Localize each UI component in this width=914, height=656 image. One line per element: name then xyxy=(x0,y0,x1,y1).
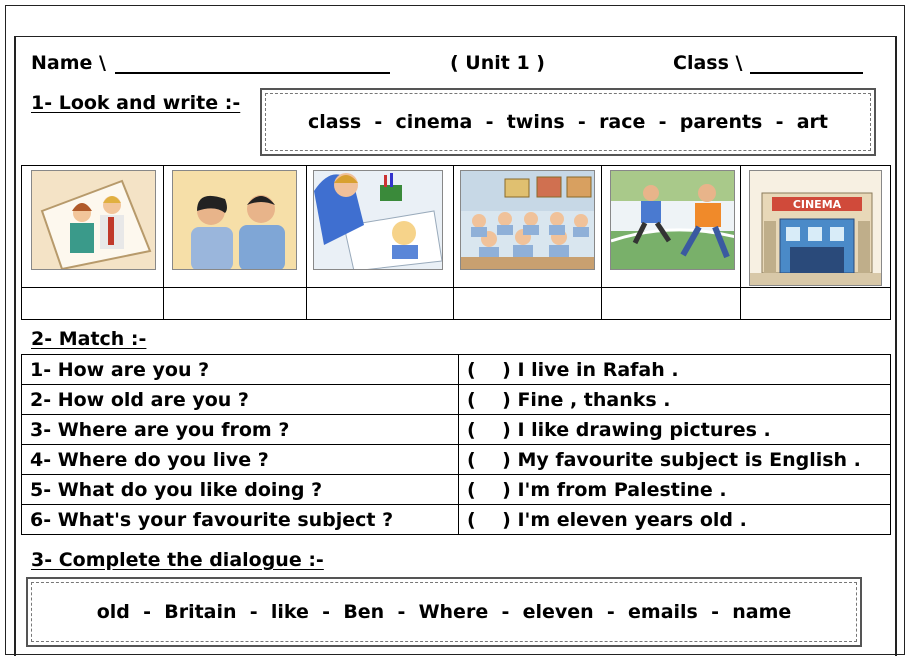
answer-cell-4[interactable] xyxy=(454,288,602,320)
section2-title: 2- Match :- xyxy=(31,328,147,350)
match-row xyxy=(22,385,891,415)
name-label: Name \ xyxy=(31,52,106,74)
parents-photo-icon xyxy=(31,170,156,270)
section1-word-bank-separator: - xyxy=(361,111,396,133)
match-row xyxy=(22,355,891,385)
match-question: 6- What's your favourite subject ? xyxy=(22,505,459,535)
match-answer[interactable]: ( ) Fine , thanks . xyxy=(459,385,891,415)
section3-word-bank-word: Britain xyxy=(164,601,237,623)
match-row xyxy=(22,415,891,445)
section1-word-bank-word: parents xyxy=(679,111,763,133)
cinema-building-icon xyxy=(749,170,882,286)
section1-word-bank xyxy=(260,88,876,156)
section3-word-bank-separator: - xyxy=(488,601,523,623)
twins-icon xyxy=(172,170,297,270)
section3-word-bank xyxy=(26,577,862,647)
match-row xyxy=(22,475,891,505)
class-blank[interactable] xyxy=(750,72,863,74)
answer-cell-5[interactable] xyxy=(602,288,740,320)
section3-word-bank-word: old xyxy=(96,601,130,623)
match-question: 3- Where are you from ? xyxy=(22,415,459,445)
class-room-icon xyxy=(460,170,595,270)
answer-cell-1[interactable] xyxy=(22,288,164,320)
match-answer[interactable]: ( ) My favourite subject is English . xyxy=(459,445,891,475)
section3-word-bank-word: name xyxy=(732,601,792,623)
match-answer[interactable]: ( ) I live in Rafah . xyxy=(459,355,891,385)
unit-label: ( Unit 1 ) xyxy=(450,52,545,74)
match-answer[interactable]: ( ) I'm eleven years old . xyxy=(459,505,891,535)
answer-cell-3[interactable] xyxy=(306,288,453,320)
match-table xyxy=(21,354,891,535)
race-runners-icon xyxy=(610,170,735,270)
art-drawing-icon xyxy=(313,170,443,270)
match-answer[interactable]: ( ) I like drawing pictures . xyxy=(459,415,891,445)
name-blank[interactable] xyxy=(115,72,390,74)
section1-word-bank-word: race xyxy=(599,111,646,133)
match-question: 1- How are you ? xyxy=(22,355,459,385)
match-row xyxy=(22,505,891,535)
section3-word-bank-separator: - xyxy=(129,601,165,623)
section1-word-bank-separator: - xyxy=(564,111,600,133)
section1-word-bank-word: twins xyxy=(506,111,565,133)
section3-word-bank-separator: - xyxy=(384,601,419,623)
section1-word-bank-separator: - xyxy=(645,111,680,133)
match-row xyxy=(22,445,891,475)
section1-word-bank-word: class xyxy=(307,111,362,133)
section3-word-bank-word: Ben xyxy=(343,601,385,623)
section3-word-bank-words xyxy=(97,601,792,623)
section3-word-bank-word: eleven xyxy=(522,601,594,623)
section3-word-bank-word: Where xyxy=(418,601,489,623)
section1-word-bank-words xyxy=(308,111,828,133)
section3-word-bank-separator: - xyxy=(697,601,733,623)
match-question: 5- What do you like doing ? xyxy=(22,475,459,505)
section3-word-bank-word: like xyxy=(270,601,309,623)
answer-cell-6[interactable] xyxy=(740,288,890,320)
section1-word-bank-word: cinema xyxy=(395,111,473,133)
class-label: Class \ xyxy=(673,52,743,74)
section1-title: 1- Look and write :- xyxy=(31,92,241,114)
section3-word-bank-separator: - xyxy=(593,601,629,623)
section3-title: 3- Complete the dialogue :- xyxy=(31,549,324,571)
section3-word-bank-separator: - xyxy=(308,601,344,623)
section3-word-bank-word: emails xyxy=(628,601,698,623)
cinema-sign-text: CINEMA xyxy=(792,198,842,211)
match-question: 2- How old are you ? xyxy=(22,385,459,415)
section1-word-bank-separator: - xyxy=(472,111,507,133)
match-answer[interactable]: ( ) I'm from Palestine . xyxy=(459,475,891,505)
match-question: 4- Where do you live ? xyxy=(22,445,459,475)
section1-word-bank-word: art xyxy=(796,111,829,133)
section1-word-bank-separator: - xyxy=(762,111,797,133)
answer-cell-2[interactable] xyxy=(164,288,306,320)
section3-word-bank-separator: - xyxy=(236,601,271,623)
